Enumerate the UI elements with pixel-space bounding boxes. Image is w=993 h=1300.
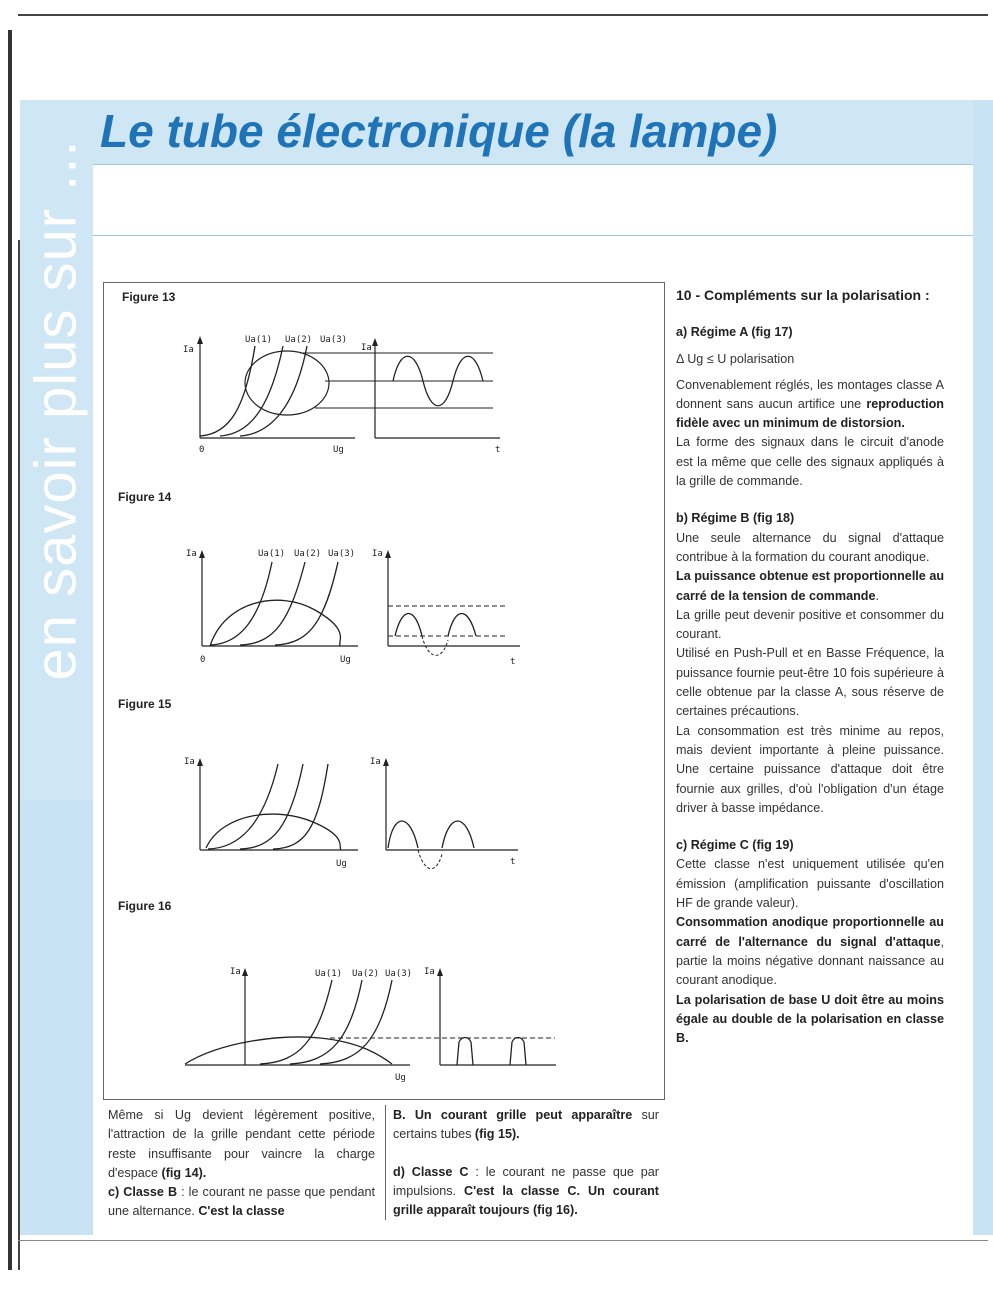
top-rule bbox=[18, 14, 988, 16]
f14-zero-label: 0 bbox=[200, 655, 206, 665]
f15-t-label: t bbox=[510, 857, 516, 867]
side-title: en savoir plus sur ... bbox=[23, 139, 89, 681]
regime-b-p1: Une seule alternance du signal d'attaque contribue à la formation du courant anodique. bbox=[676, 530, 944, 564]
column-divider bbox=[385, 1105, 386, 1220]
section-heading: 10 - Compléments sur la polarisation : bbox=[676, 287, 930, 303]
bottom-left-column bbox=[108, 1106, 375, 1222]
f16-ia2-label: Ia bbox=[424, 967, 435, 977]
figure-14-label: Figure 14 bbox=[118, 490, 172, 504]
regime-a-p1: Convenablement réglés, les montages classe A donnent sans aucun artifice une bbox=[676, 377, 944, 411]
f14-ua3-label: Ua(3) bbox=[328, 549, 356, 559]
bm-p1-bold: B. Un courant grille peut apparaître bbox=[393, 1108, 633, 1122]
figure-16-label: Figure 16 bbox=[118, 899, 172, 913]
bm-p2-bold: C'est la classe C. Un courant grille apparaît toujours (fig 16). bbox=[393, 1183, 659, 1218]
bottom-middle-column bbox=[393, 1106, 659, 1220]
bm-p1-ref: (fig 15). bbox=[474, 1127, 520, 1142]
f13-ug-label: Ug bbox=[333, 445, 344, 455]
f16-ua1-label: Ua(1) bbox=[315, 969, 343, 979]
f13-ia2-label: Ia bbox=[361, 343, 372, 353]
regime-b-p2-end: . bbox=[875, 588, 879, 603]
bm-p2-lead: d) Classe C bbox=[393, 1164, 469, 1179]
regime-c-p1: Cette classe n'est uniquement utilisée qu'en émission (amplification puissante d'oscillation HF de grande valeur). bbox=[676, 857, 944, 911]
regime-c-p2-text: , partie la moins négative donnant naissance au courant anodique. bbox=[676, 934, 944, 988]
regime-a-p2: La forme des signaux dans le circuit d'anode est la même que celle des signaux appliqués à la grille de commande. bbox=[676, 435, 944, 489]
f14-ug-label: Ug bbox=[340, 655, 351, 665]
figure-15-label: Figure 15 bbox=[118, 697, 172, 711]
f14-ua1-label: Ua(1) bbox=[258, 549, 286, 559]
regime-b-p2-bold: La puissance obtenue est proportionnelle au carré de la tension de commande bbox=[676, 569, 945, 603]
f16-ug-label: Ug bbox=[395, 1073, 406, 1083]
regime-a-title: a) Régime A (fig 17) bbox=[676, 325, 793, 339]
f13-ua1-label: Ua(1) bbox=[245, 335, 273, 345]
figure-14-diagram bbox=[180, 540, 530, 670]
bottom-rule bbox=[18, 1240, 988, 1241]
f14-ua2-label: Ua(2) bbox=[294, 549, 322, 559]
page-title: Le tube électronique (la lampe) bbox=[100, 105, 778, 157]
regime-a-formula: Δ Ug ≤ U polarisation bbox=[676, 352, 795, 367]
f14-ia-label: Ia bbox=[186, 549, 197, 559]
page-edge bbox=[8, 30, 12, 1270]
bl-p2-lead: c) Classe B bbox=[108, 1185, 178, 1200]
f14-t-label: t bbox=[510, 657, 516, 667]
figure-13-diagram bbox=[175, 328, 515, 458]
header-panel bbox=[93, 164, 973, 237]
regime-c-p2-bold: Consommation anodique proportionnelle au carré de l'alternance du signal d'attaque bbox=[676, 915, 944, 949]
bl-p1-ref: (fig 14). bbox=[161, 1165, 207, 1180]
bm-p1-text: sur certains tubes bbox=[393, 1108, 659, 1142]
bm-p2-text: : le courant ne passe que par impulsions. bbox=[393, 1164, 659, 1198]
f15-ia2-label: Ia bbox=[370, 757, 381, 767]
regime-b-p5: La consommation est très minime au repos, mais devient importante à pleine puissance. Une certaine puissance d'attaque doit être fournie aux grilles, d'où l'obligation d'un étage driver à basse impédance. bbox=[676, 723, 944, 815]
figure-13-label: Figure 13 bbox=[122, 290, 176, 304]
regime-b-p3: La grille peut devenir positive et consommer du courant. bbox=[676, 607, 944, 642]
f13-t-label: t bbox=[495, 445, 501, 455]
regime-b-p4: Utilisé en Push-Pull et en Basse Fréquence, la puissance fournie peut-être 10 fois supérieure à celle obtenue par la classe A, sous réserve de certaines précautions. bbox=[676, 646, 944, 719]
f13-ua3-label: Ua(3) bbox=[320, 335, 348, 345]
bl-p2-bold: C'est la classe bbox=[198, 1204, 285, 1219]
f16-ua2-label: Ua(2) bbox=[352, 969, 380, 979]
f13-ua2-label: Ua(2) bbox=[285, 335, 313, 345]
right-column bbox=[676, 286, 944, 1048]
f14-ia2-label: Ia bbox=[372, 549, 383, 559]
bl-p2-text: : le courant ne passe que pendant une alternance. bbox=[108, 1185, 375, 1219]
f15-ia-label: Ia bbox=[184, 757, 195, 767]
regime-a-p1-bold: reproduction fidèle avec un minimum de distorsion. bbox=[676, 396, 944, 431]
f15-ug-label: Ug bbox=[336, 859, 347, 869]
regime-c-title: c) Régime C (fig 19) bbox=[676, 838, 794, 853]
bl-p1: Même si Ug devient légèrement positive, l'attraction de la grille pendant cette période reste insuffisante pour vaincre la charge d'espace bbox=[108, 1108, 375, 1180]
regime-b-title: b) Régime B (fig 18) bbox=[676, 511, 795, 526]
f16-ia-label: Ia bbox=[230, 967, 241, 977]
figure-16-diagram bbox=[180, 960, 560, 1085]
f13-zero-label: 0 bbox=[199, 445, 205, 455]
f13-ia-label: Ia bbox=[183, 345, 194, 355]
figure-15-diagram bbox=[178, 752, 528, 872]
f16-ua3-label: Ua(3) bbox=[385, 969, 413, 979]
regime-c-p3: La polarisation de base U doit être au moins égale au double de la polarisation en classe B. bbox=[676, 992, 944, 1046]
